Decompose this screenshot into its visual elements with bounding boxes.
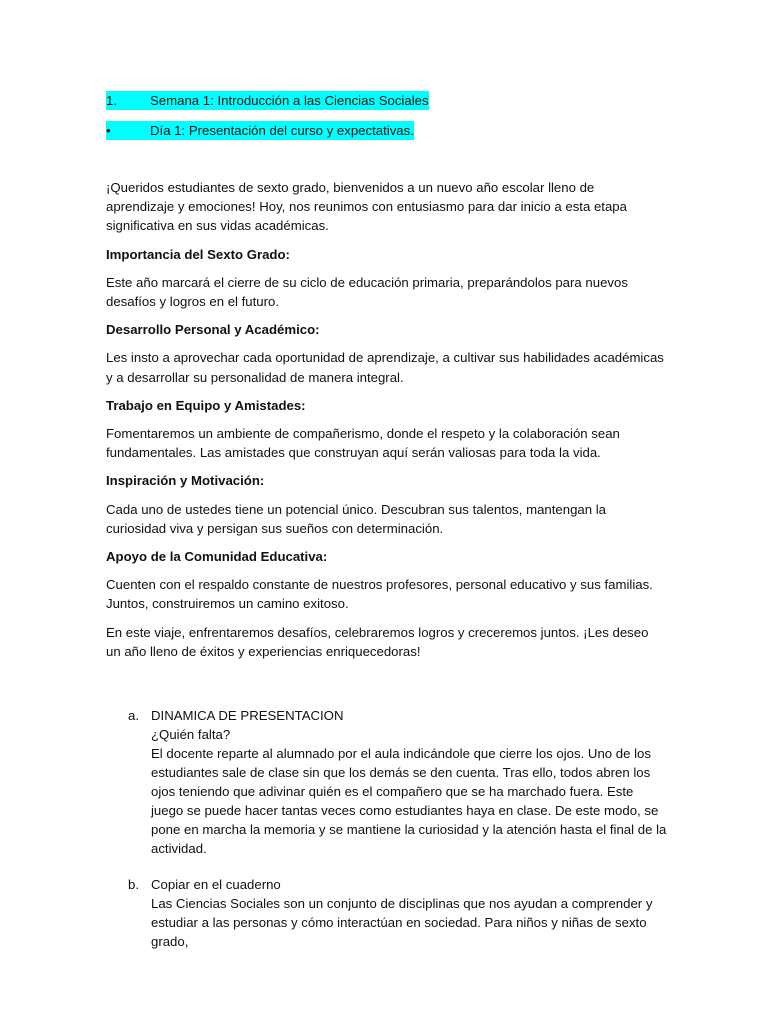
section-heading: Desarrollo Personal y Académico: <box>106 322 320 338</box>
list-letter: b. <box>128 877 139 892</box>
closing-paragraph: En este viaje, enfrentaremos desafíos, celebraremos logros y creceremos juntos. ¡Les deseo un año lleno de éxitos y experiencias enriquecedoras! <box>106 624 649 659</box>
section-heading: Apoyo de la Comunidad Educativa: <box>106 549 328 565</box>
section-body: Cada uno de ustedes tiene un potencial único. Descubran sus talentos, mantengan la curiosidad viva y persigan sus sueños con determinación. <box>106 501 606 536</box>
list-item-title: DINAMICA DE PRESENTACION <box>151 708 344 723</box>
day-title: Día 1: Presentación del curso y expectativas. <box>150 123 414 138</box>
list-item-body: El docente reparte al alumnado por el aula indicándole que cierre los ojos. Uno de los estudiantes sale de clase sin que los demás se den cuenta. Tras ello, todos abren los ojos teniendo que adivinar quién es el compañero que se ha marchado fuera. Este juego se puede hacer tantas veces como estudiantes haya en clase. De este modo, se pone en marcha la memoria y se mantiene la curiosidad y la atención hasta el final de la actividad. <box>151 746 667 856</box>
week-number: 1. <box>106 93 117 108</box>
day-heading-highlight <box>106 121 414 140</box>
list-item <box>128 875 668 951</box>
week-title: Semana 1: Introducción a las Ciencias Sociales <box>150 93 429 108</box>
bullet-marker: • <box>106 123 111 138</box>
section-body: Fomentaremos un ambiente de compañerismo, donde el respeto y la colaboración sean fundamentales. Las amistades que construyan aquí serán valiosas para toda la vida. <box>106 426 620 461</box>
section-heading: Importancia del Sexto Grado: <box>106 246 290 262</box>
week-heading-highlight <box>106 91 429 110</box>
list-letter: a. <box>128 708 139 723</box>
section-body: Este año marcará el cierre de su ciclo de educación primaria, preparándolos para nuevos desafíos y logros en el futuro. <box>106 274 628 310</box>
list-item <box>128 706 668 858</box>
intro-paragraph: ¡Queridos estudiantes de sexto grado, bienvenidos a un nuevo año escolar lleno de aprendizaje y emociones! Hoy, nos reunimos con entusiasmo para dar inicio a esta etapa significativa en sus vidas académicas. <box>106 180 627 234</box>
activity-list <box>128 706 668 951</box>
day-heading <box>106 121 414 140</box>
week-heading <box>106 91 429 110</box>
list-item-title: Copiar en el cuaderno <box>151 877 281 892</box>
list-item-subtitle: ¿Quién falta? <box>151 727 231 742</box>
section-heading: Inspiración y Motivación: <box>106 473 265 489</box>
section-body: Cuenten con el respaldo constante de nuestros profesores, personal educativo y sus familias. Juntos, construiremos un camino exitoso. <box>106 577 653 612</box>
section-body: Les insto a aprovechar cada oportunidad de aprendizaje, a cultivar sus habilidades académicas y a desarrollar su personalidad de manera integral. <box>106 350 664 385</box>
section-heading: Trabajo en Equipo y Amistades: <box>106 397 306 413</box>
list-item-body: Las Ciencias Sociales son un conjunto de disciplinas que nos ayudan a comprender y estudiar a las personas y cómo interactúan en sociedad. Para niños y niñas de sexto grado, <box>151 896 653 949</box>
welcome-letter <box>106 178 666 670</box>
